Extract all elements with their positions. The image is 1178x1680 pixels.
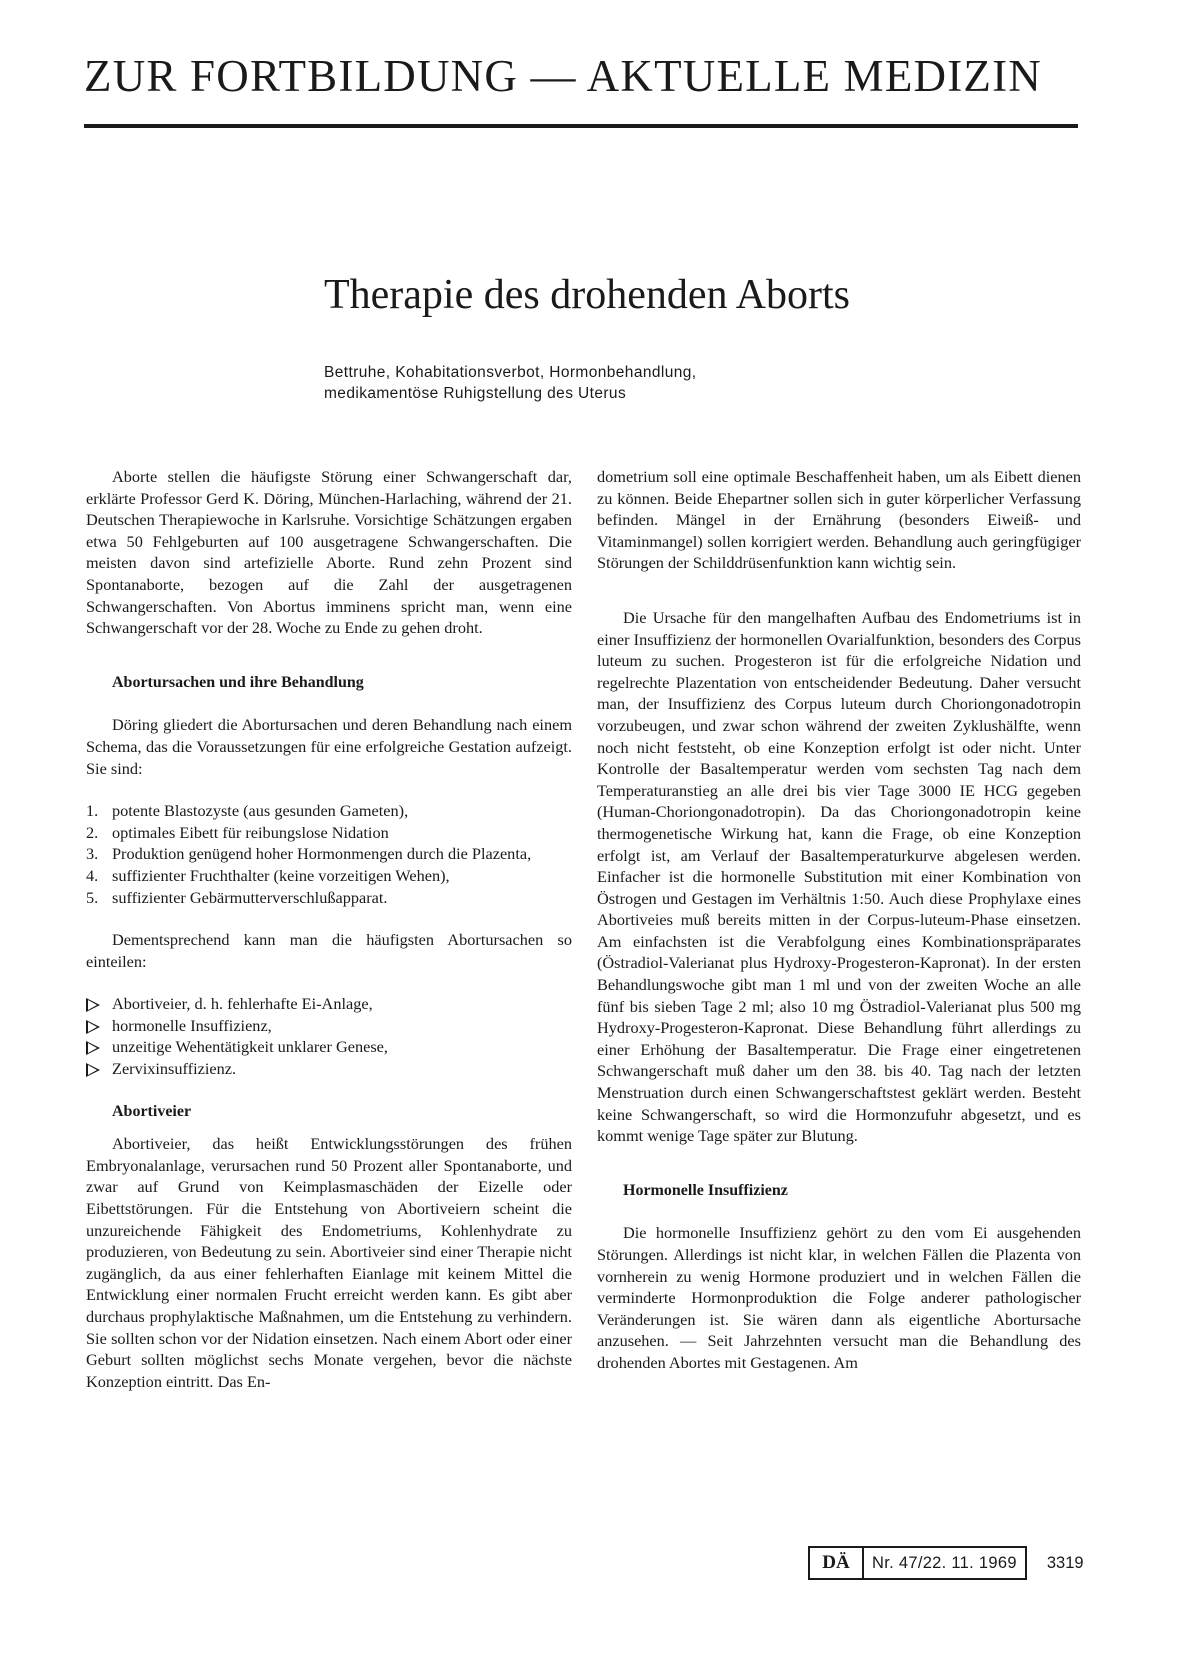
list-item: 1. potente Blastozyste (aus gesunden Gameten),: [86, 801, 409, 821]
triangle-bullet-icon: [86, 998, 100, 1012]
list-item: 5. suffizienter Gebärmutterverschlußapparat.: [86, 887, 388, 907]
right-column: [597, 466, 1081, 1374]
list-item: hormonelle Insuffizienz,: [86, 1015, 572, 1037]
triangle-bullet-icon: [86, 1041, 100, 1055]
categories-list: [86, 993, 572, 1079]
article-title: Therapie des drohenden Aborts: [324, 272, 851, 318]
article-subtitle: [324, 362, 1084, 404]
left-column: [86, 466, 572, 1392]
list-item: 4. suffizienter Fruchthalter (keine vorzeitigen Wehen),: [86, 865, 450, 885]
page-number: 3319: [1046, 1553, 1084, 1572]
list-item: 3. Produktion genügend hoher Hormonmengen durch die Plazenta,: [86, 844, 532, 864]
heading-hormonelle-insuffizienz: Hormonelle Insuffizienz: [623, 1181, 788, 1199]
division-paragraph: Dementsprechend kann man die häufigsten Abortursachen so einteilen:: [86, 930, 572, 971]
page-footer: [808, 1546, 1084, 1580]
causes-paragraph: Döring gliedert die Abortursachen und deren Behandlung nach einem Schema, das die Voraussetzungen für eine erfolgreiche Gestation aufzeigt. Sie sind:: [86, 715, 572, 778]
cause-paragraph: Die Ursache für den mangelhaften Aufbau des Endometriums ist in einer Insuffizienz der hormonellen Ovarialfunktion, besonders des Corpus luteum zu suchen. Progesteron ist für die erfolgreiche Nidation und regelrechte Plazentation von entscheidender Bedeutung. Daher versucht man, der Insuffizienz des Corpus luteum durch Choriongonadotropin vorzubeugen, und zwar schon während der zweiten Zyklushälfte, wenn noch nicht feststeht, ob eine Konzeption erfolgt ist oder nicht. Unter Kontrolle der Basaltemperatur werden vom sechsten Tag nach dem Temperaturanstieg an alle drei bis vier Tage 3000 IE HCG gegeben (Human-Choriongonadotropin). Da das Choriongonadotropin keine thermogenetische Wirkung hat, kann die Frage, ob eine Konzeption erfolgt ist, am Verlauf der Basaltemperaturkurve abgelesen werden. Einfacher ist die hormonelle Substitution mit einer Kombination von Östrogen und Gestagen im Verhältnis 1:50. Auch diese Prophylaxe eines Abortiveies muß bereits mitten in der Corpus-luteum-Phase einsetzen. Am einfachsten ist die Verabfolgung eines Kombinationspräparates (Östradiol-Valerianat plus Hydroxy-Progesteron-Kapronat). In der ersten Behandlungswoche gibt man 1 ml und von der zweiten Woche an alle fünf bis sieben Tage 2 ml; also 10 mg Östradiol-Valerianat plus 500 mg Hydroxy-Progesteron-Kapronat. Diese Behandlung führt allerdings zu einer Erhöhung der Basaltemperatur. Die Frage einer eingetretenen Schwangerschaft muß daher um den 38. bis 40. Tag nach der letzten Menstruation durch einen Schwangerschaftstest geklärt werden. Besteht keine Schwangerschaft, so wird die Hormonzufuhr abgesetzt, und es kommt wenige Tage später zur Blutung.: [597, 607, 1081, 1146]
list-item: Zervixinsuffizienz.: [86, 1058, 572, 1080]
intro-paragraph: Aborte stellen die häufigste Störung einer Schwangerschaft dar, erklärte Professor Gerd K. Döring, München-Harlaching, während der 21. Deutschen Therapiewoche in Karlsruhe. Vorsichtige Schätzungen ergaben etwa 50 Fehlgeburten auf 100 ausgetragene Schwangerschaften. Die meisten davon sind artefizielle Aborte. Rund zehn Prozent sind Spontanaborte, bezogen auf die Zahl der ausgetragenen Schwangerschaften. Von Abortus imminens spricht man, wenn eine Schwangerschaft vor der 28. Woche zu Ende zu gehen droht.: [86, 467, 572, 638]
subtitle-line: medikamentöse Ruhigstellung des Uterus: [324, 385, 627, 402]
triangle-bullet-icon: [86, 1063, 100, 1077]
issue-box: [808, 1546, 1027, 1580]
conditions-list: [86, 800, 572, 908]
subtitle-line: Bettruhe, Kohabitationsverbot, Hormonbehandlung,: [324, 364, 697, 381]
triangle-bullet-icon: [86, 1020, 100, 1034]
heading-abortiveier: Abortiveier: [112, 1102, 192, 1120]
list-item: 2. optimales Eibett für reibungslose Nidation: [86, 822, 389, 842]
continuation-paragraph: dometrium soll eine optimale Beschaffenheit haben, um als Eibett dienen zu können. Beide Ehepartner sollen sich in guter körperlicher Verfassung befinden. Mängel in der Ernährung (besonders Eiweiß- und Vitaminmangel) sollen korrigiert werden. Behandlung auch geringfügiger Störungen der Schilddrüsenfunktion kann wichtig sein.: [597, 467, 1081, 573]
journal-logo: DÄ: [810, 1548, 864, 1578]
list-item: unzeitige Wehentätigkeit unklarer Genese,: [86, 1036, 572, 1058]
hormonal-paragraph: Die hormonelle Insuffizienz gehört zu den vom Ei ausgehenden Störungen. Allerdings ist nicht klar, in welchen Fällen die Plazenta von vornherein zu wenig Hormone produziert und in welchen Fällen die verminderte Hormonproduktion die Folge anderer pathologischer Veränderungen ist. Sie wären dann als eigentliche Abortursache anzusehen. — Seit Jahrzehnten versucht man die Behandlung des drohenden Abortes mit Gestagenen. Am: [597, 1223, 1081, 1372]
section-header: ZUR FORTBILDUNG — AKTUELLE MEDIZIN: [84, 51, 1043, 101]
heading-abortursachen: Abortursachen und ihre Behandlung: [112, 673, 364, 691]
issue-info: Nr. 47/22. 11. 1969: [872, 1553, 1017, 1572]
list-item: Abortiveier, d. h. fehlerhafte Ei-Anlage,: [86, 993, 572, 1015]
abortiveier-paragraph: Abortiveier, das heißt Entwicklungsstörungen des frühen Embryonalanlage, verursachen rund 50 Prozent aller Spontanaborte, und zwar auf Grund von Keimplasmaschäden der Eizelle oder Eibettstörungen. Für die Entstehung von Abortiveiern scheint die unzureichende Fähigkeit des Endometriums, Kohlenhydrate zu produzieren, von Bedeutung zu sein. Abortiveier sind einer Therapie nicht zugänglich, da aus einer fehlerhaften Eianlage mit keinem Mittel die Entwicklung einer normalen Frucht erreicht werden kann. Es gibt aber durchaus prophylaktische Maßnahmen, um die Entstehung zu verhindern. Sie sollten schon vor der Nidation einsetzen. Nach einem Abort oder einer Geburt sollten möglichst sechs Monate vergehen, bevor die nächste Konzeption eintritt. Das En-: [86, 1134, 572, 1391]
header-rule: [84, 124, 1078, 128]
